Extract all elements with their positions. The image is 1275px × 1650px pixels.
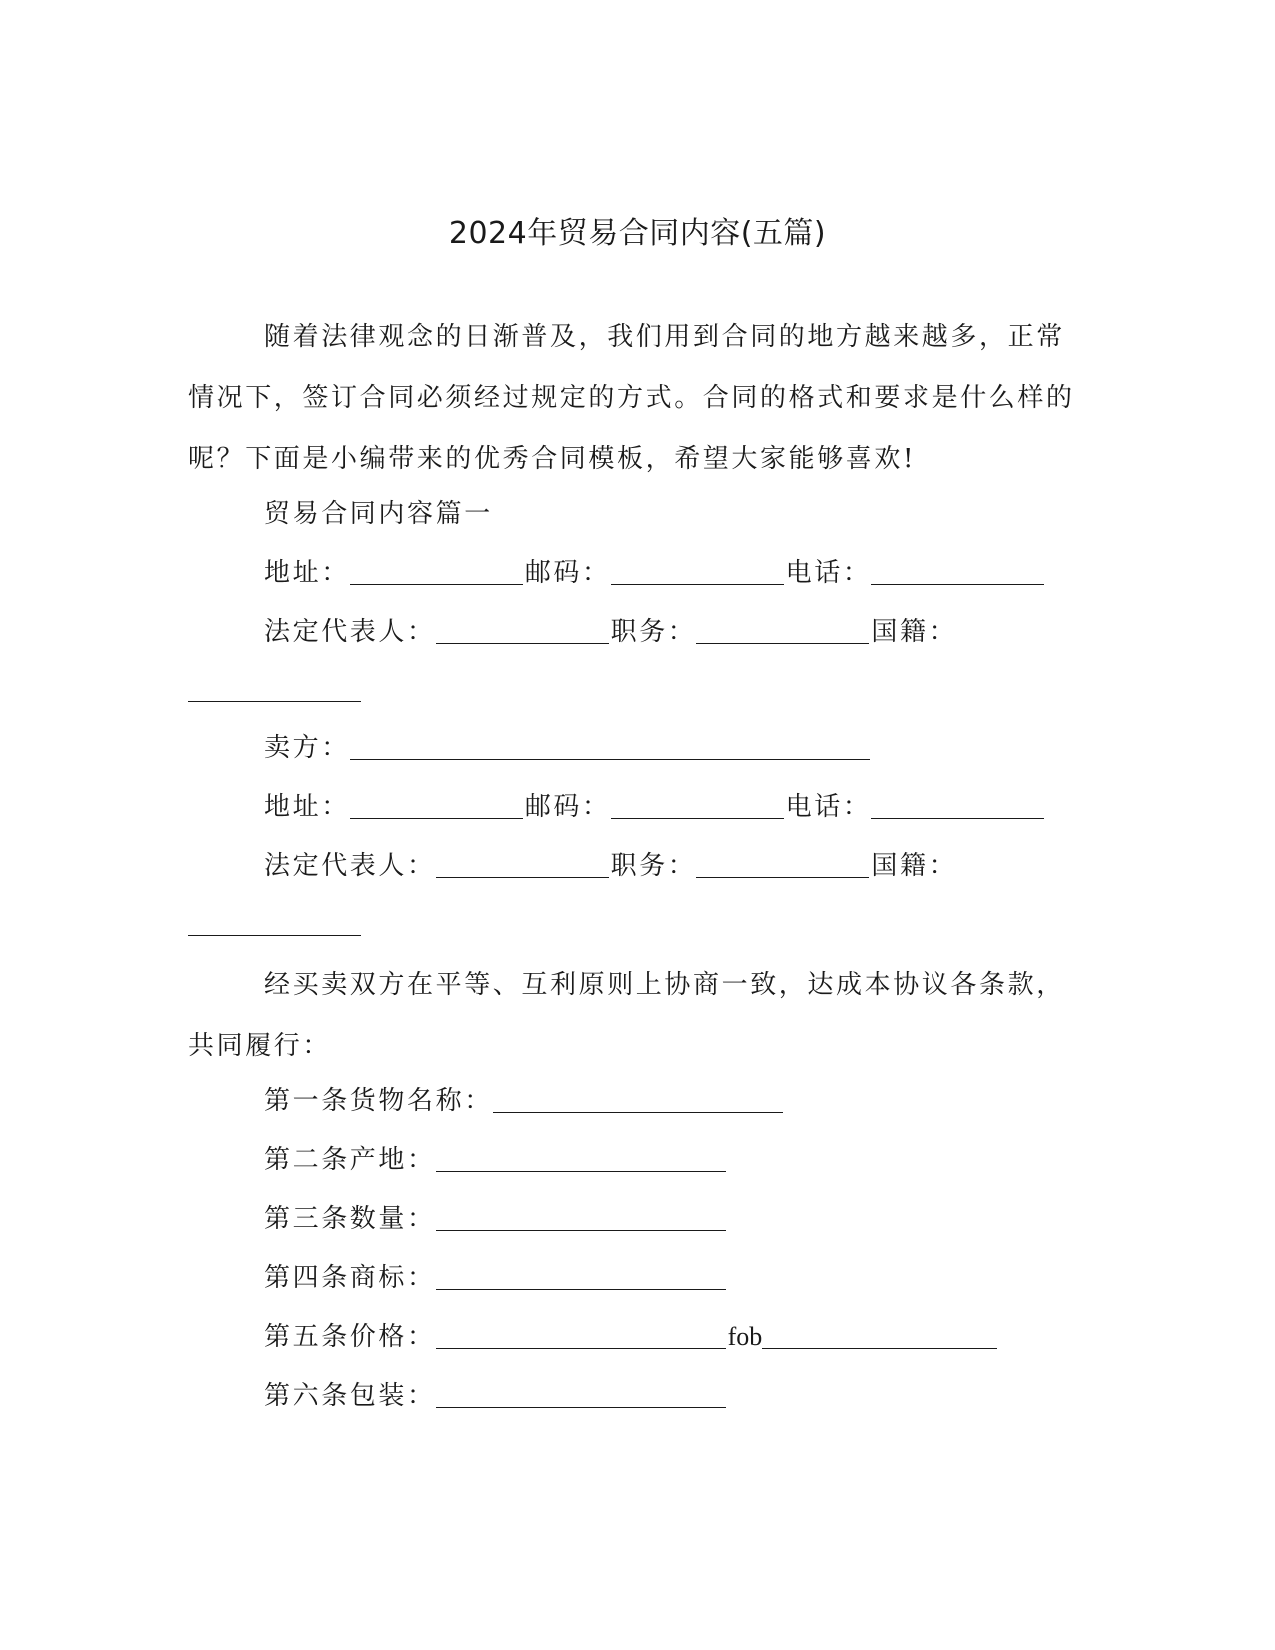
clause-5-label: 第五条价格： bbox=[264, 1322, 436, 1352]
clause-5-blank-2 bbox=[762, 1326, 997, 1349]
buyer-contact-line bbox=[188, 553, 1164, 593]
seller-legal-rep-blank bbox=[436, 855, 609, 878]
seller-postcode-blank bbox=[611, 796, 784, 819]
buyer-address-blank bbox=[350, 562, 523, 585]
clause-3-label: 第三条数量： bbox=[264, 1204, 436, 1234]
seller-contact-line bbox=[188, 787, 1164, 827]
seller-name-blank bbox=[350, 737, 870, 760]
clause-2-blank bbox=[436, 1149, 726, 1172]
seller-phone-label: 电话： bbox=[785, 792, 872, 822]
clause-3 bbox=[188, 1199, 1164, 1239]
seller-phone-blank bbox=[871, 796, 1044, 819]
seller-rep-line bbox=[188, 846, 1164, 886]
clause-6-label: 第六条包装： bbox=[264, 1381, 436, 1411]
clause-5-fob-text: fob bbox=[727, 1322, 763, 1351]
buyer-legal-rep-label: 法定代表人： bbox=[264, 617, 436, 647]
buyer-address-label: 地址： bbox=[264, 558, 350, 588]
seller-nationality-line bbox=[188, 904, 1088, 944]
clause-1-label: 第一条货物名称： bbox=[264, 1086, 493, 1116]
document-title: 2024年贸易合同内容(五篇) bbox=[448, 216, 827, 251]
clause-2 bbox=[188, 1140, 1164, 1180]
clause-5 bbox=[188, 1317, 1164, 1357]
seller-position-blank bbox=[696, 855, 869, 878]
buyer-postcode-label: 邮码： bbox=[524, 558, 611, 588]
seller-nationality-blank bbox=[188, 913, 361, 936]
clause-4-label: 第四条商标： bbox=[264, 1263, 436, 1293]
buyer-phone-label: 电话： bbox=[785, 558, 872, 588]
clause-4-blank bbox=[436, 1267, 726, 1290]
clause-6 bbox=[188, 1376, 1164, 1416]
clause-1-blank bbox=[493, 1090, 783, 1113]
buyer-nationality-line bbox=[188, 670, 1088, 710]
seller-position-label: 职务： bbox=[610, 851, 697, 881]
agreement-paragraph: 经买卖双方在平等、互利原则上协商一致，达成本协议各条款，共同履行： bbox=[188, 970, 1065, 1061]
section-heading bbox=[188, 494, 1164, 534]
intro-paragraph: 随着法律观念的日渐普及，我们用到合同的地方越来越多，正常情况下，签订合同必须经过规定的方式。合同的格式和要求是什么样的呢？下面是小编带来的优秀合同模板，希望大家能够喜欢! bbox=[188, 322, 1075, 474]
buyer-phone-blank bbox=[871, 562, 1044, 585]
seller-address-blank bbox=[350, 796, 523, 819]
clause-5-blank-1 bbox=[436, 1326, 726, 1349]
clause-6-blank bbox=[436, 1385, 726, 1408]
buyer-position-label: 职务： bbox=[610, 617, 697, 647]
seller-postcode-label: 邮码： bbox=[524, 792, 611, 822]
clause-2-label: 第二条产地： bbox=[264, 1145, 436, 1175]
buyer-nationality-blank bbox=[188, 679, 361, 702]
buyer-postcode-blank bbox=[611, 562, 784, 585]
buyer-nationality-label: 国籍： bbox=[871, 617, 958, 647]
buyer-rep-line bbox=[188, 612, 1164, 652]
seller-legal-rep-label: 法定代表人： bbox=[264, 851, 436, 881]
section-heading-text: 贸易合同内容篇一 bbox=[264, 499, 493, 529]
clause-1 bbox=[188, 1081, 1164, 1121]
buyer-legal-rep-blank bbox=[436, 621, 609, 644]
buyer-position-blank bbox=[696, 621, 869, 644]
seller-nationality-label: 国籍： bbox=[871, 851, 958, 881]
seller-address-label: 地址： bbox=[264, 792, 350, 822]
seller-line bbox=[188, 728, 1164, 768]
clause-4 bbox=[188, 1258, 1164, 1298]
clause-3-blank bbox=[436, 1208, 726, 1231]
seller-label: 卖方： bbox=[264, 733, 350, 763]
